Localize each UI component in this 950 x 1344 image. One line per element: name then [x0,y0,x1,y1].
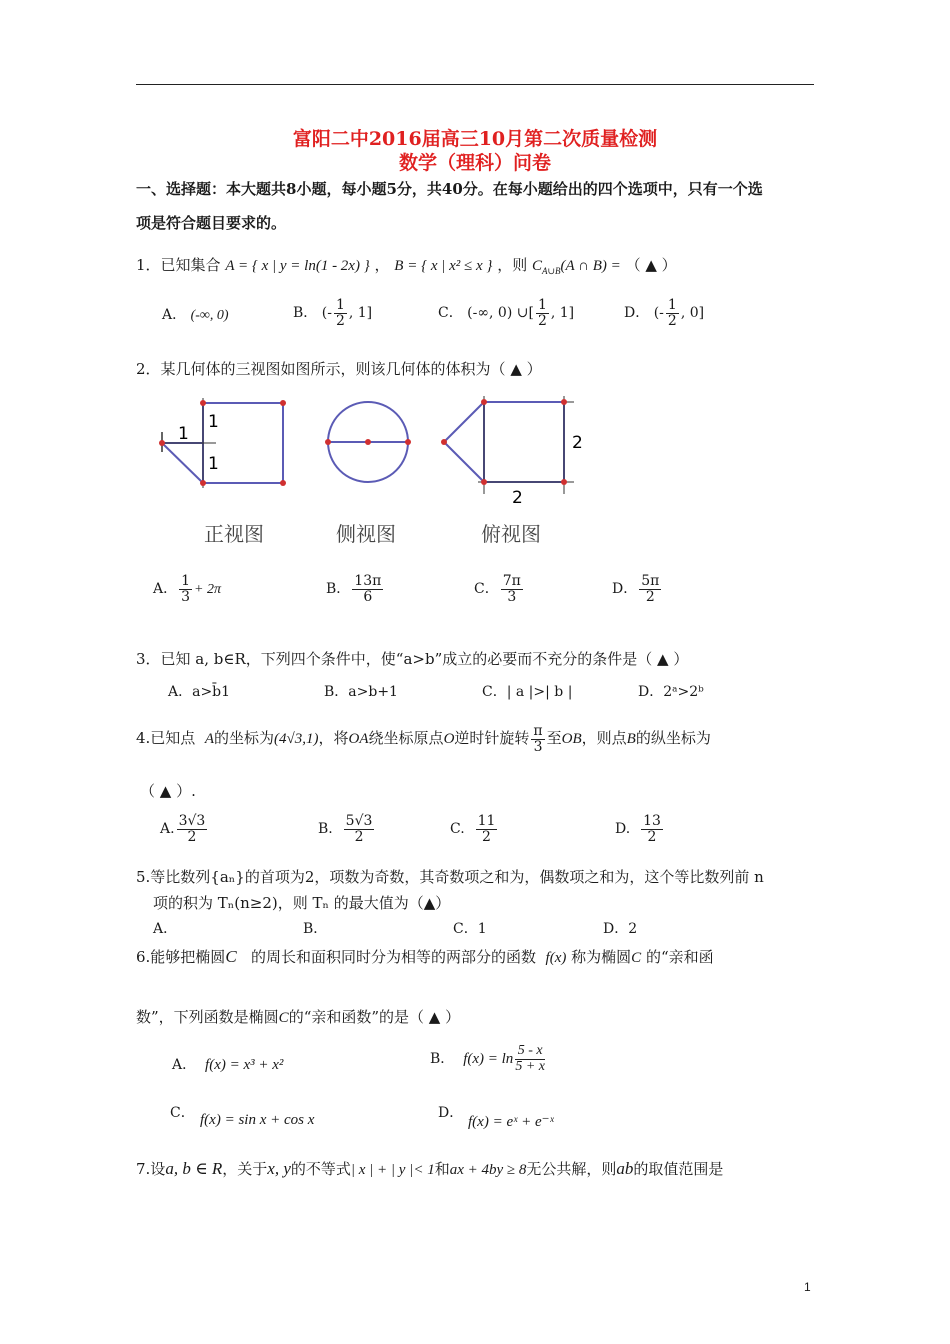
question-6 [136,946,714,967]
option-label: A． [153,581,178,598]
q4-text: ，将 [318,729,349,748]
q1-set-b: B = { x | x² ≤ x } [394,258,493,274]
q6-option-c [200,1112,314,1129]
top-view-slant [444,442,484,482]
option-value: (-∞, 0) [190,308,229,323]
q2-option-c [474,574,525,604]
q4-option-c [450,814,499,844]
numerator: 1 [181,573,191,589]
top-view-figure [432,390,592,510]
front-dim-label: 1 [208,454,219,474]
q6-option-b [430,1044,547,1074]
q2-option-a [153,574,221,604]
fraction [515,1044,545,1074]
option-label: D． [612,581,638,598]
denominator: 2 [667,312,677,329]
q2-option-d [612,574,663,604]
q5-option-c: C．1 [453,921,487,937]
option-label: B． [326,581,351,598]
q6-option-c-label: C． [170,1105,195,1121]
q6-text: 称为椭圆 [571,948,632,966]
numerator: 1 [335,297,345,313]
option-value-end: , 1] [550,305,575,322]
fraction [334,298,347,328]
q6-text: 的周长和面积同时分为相等的两部分的函数 [250,948,536,966]
q4-text: 逆时针旋转 [454,729,530,748]
front-view-slant [162,443,203,483]
q2-option-b [326,574,385,604]
q4-option-b [318,814,376,844]
numerator: 3√3 [178,813,206,829]
front-dim-label: 1 [208,412,219,432]
q4-answer-blank: （ ▲ ）. [140,782,196,800]
q7-text: 无公共解，则 [526,1160,617,1178]
q6-option-d [468,1112,554,1131]
question-7 [136,1158,723,1179]
option-value-end: , 0] [680,305,705,322]
question-5-cont: 项的积为 Tₙ(n≥2)，则 Tₙ 的最大值为（▲） [153,894,451,912]
side-view-figure [320,390,420,500]
top-view-slant [444,402,484,442]
q5-option-a: A． [153,921,178,937]
numerator: 1 [667,297,677,313]
q4-text: 的纵坐标为 [635,729,711,748]
q1-set-a: A = { x | y = ln(1 - 2x) } [225,258,370,274]
q4-origin: O [443,731,455,748]
top-dim-label: 2 [512,488,523,508]
option-value-end: , 1] [348,305,373,322]
question-4 [136,724,711,754]
q1-then: ，则 [497,256,528,274]
denominator: 3 [507,588,517,605]
question-3: 3．已知 a, b∈R，下列四个条件中，使“a>b”成立的必要而不充分的条件是（ ▲ ） [136,650,689,668]
denominator: 6 [363,588,373,605]
q1-comma: ， [374,256,390,274]
denominator: 2 [537,312,547,329]
q4-option-a [160,814,209,844]
denominator: 5 + x [515,1058,545,1074]
q1-option-d [624,298,704,328]
denominator: 2 [645,588,655,605]
option-label: B. [318,821,333,838]
q4-text: 4.已知点 [136,729,196,748]
q7-text: 的取值范围是 [633,1160,724,1178]
q4-coord: (4√3,1) [274,731,319,748]
option-value: f(x) = sin x + cos x [200,1112,315,1128]
numerator: 13π [354,573,382,589]
q1-text: 1．已知集合 [136,256,221,274]
numerator: 11 [477,813,496,829]
denominator: 2 [354,828,364,845]
option-value: (-∞, 0) ∪[ [467,305,534,322]
q6-ellipse-c: C [278,1010,289,1026]
q4-oa: OA [348,731,369,748]
fraction [666,298,679,328]
denominator: 2 [482,828,491,845]
q4-option-d [615,814,665,844]
q1-option-c [438,298,574,328]
fraction [501,574,523,604]
question-6-cont [136,1006,460,1027]
q3-option-b: B．a>b+1 [324,684,398,700]
side-view-caption: 侧视图 [336,522,396,546]
q3-option-c: C．| a |>| b | [482,684,573,700]
option-value: f(x) = eˣ + e⁻ˣ [468,1114,554,1130]
top-view-square [484,402,564,482]
doc-subtitle: 数学（理科）问卷 [398,152,551,174]
question-5: 5.等比数列{aₙ}的首项为2，项数为奇数，其奇数项之和为，偶数项之和为，这个等比数列前 n [136,868,764,886]
fraction [352,574,383,604]
option-value-end: + 2π [194,582,222,598]
section-heading: 一、选择题：本大题共8小题，每小题5分，共40分。在每小题给出的四个选项中，只有一个选 [136,180,763,198]
q6-text: 6.能够把椭圆 [136,948,226,966]
numerator: 1 [537,297,547,313]
q6-text: 数”，下列函数是椭圆 [136,1008,279,1026]
q1-option-a [162,304,229,324]
q5-option-b: B． [303,921,328,937]
q4-text: 绕坐标原点 [368,729,444,748]
fraction [641,814,663,844]
numerator: 5√3 [345,813,373,829]
q1-intersection: (A ∩ B) = [560,258,621,274]
top-dim-label: 2 [572,433,583,453]
denominator: 3 [533,738,543,755]
q4-text: ，则点 [581,729,627,748]
option-value: (- [653,305,664,322]
fraction [179,574,192,604]
page-number: 1 [804,1280,811,1294]
option-label: D． [624,305,650,322]
q7-text: 的不等式 [290,1160,351,1178]
q7-text: ，关于 [222,1160,268,1178]
q6-ellipse-c: C [631,950,642,966]
q5-option-d: D．2 [603,921,638,937]
option-label: A． [162,307,187,323]
q4-text: 的坐标为 [214,729,275,748]
section-heading-cont: 项是符合题目要求的。 [136,214,287,232]
q1-option-b [293,298,372,328]
option-value: f(x) = ln [463,1051,514,1068]
q7-xy: x, y [267,1159,291,1178]
doc-title: 富阳二中2016届高三10月第二次质量检测 [292,128,658,150]
option-value: f(x) = x³ + x² [205,1057,284,1073]
q1-complement: C [531,258,542,274]
q4-ob: OB [561,731,582,748]
fraction [177,814,208,844]
fraction [344,814,375,844]
q4-point-a: A [204,731,215,748]
q6-fx: f(x) [545,950,567,966]
fraction [531,724,544,754]
q7-ab: a, b ∈ R [165,1159,223,1178]
q7-ineq2: ax + 4by ≥ 8 [449,1162,527,1178]
front-view-figure [150,390,300,500]
fraction [639,574,661,604]
denominator: 2 [335,312,345,329]
q4-point-b: B [626,731,636,748]
q7-text: 和 [434,1160,450,1178]
denominator: 2 [647,828,657,845]
q6-ellipse-c: C [225,947,237,966]
front-dim-label: 1 [178,424,189,444]
question-1 [136,254,677,277]
header-rule [136,84,814,85]
q3-option-d: D．2ᵃ>2ᵇ [638,684,704,700]
denominator: 2 [187,828,197,845]
fraction [536,298,549,328]
option-value: (- [321,305,332,322]
option-label: C. [450,821,465,838]
q6-text: 的“亲和函数”的是（ ▲ ） [288,1008,461,1026]
q7-text: 7.设 [136,1160,166,1178]
numerator: π [533,723,543,739]
q7-ineq1: | x | + | y |< 1 [350,1162,435,1178]
option-label: A． [172,1057,197,1073]
q6-option-a [172,1054,283,1074]
q1-complement-sub: A∪B [542,266,561,276]
numerator: 7π [502,573,521,589]
q6-text: 的“亲和函 [645,948,714,966]
denominator: 3 [181,588,191,605]
q1-answer-blank: （ ▲ ） [625,256,677,274]
q7-ab2: ab [616,1159,634,1178]
q3-option-a: A．a>b̄1 [168,684,231,700]
front-view-caption: 正视图 [204,522,264,546]
fraction [476,814,498,844]
option-label: B． [293,305,318,322]
numerator: 5π [641,573,660,589]
question-2: 2．某几何体的三视图如图所示，则该几何体的体积为（ ▲ ） [136,360,542,378]
option-label: D. [615,821,631,838]
option-label: A. [160,821,175,838]
option-label: C． [474,581,499,598]
q4-text: 至 [546,729,562,748]
q6-option-d-label: D． [438,1105,464,1121]
option-label: B． [430,1051,455,1068]
numerator: 5 - x [515,1044,545,1060]
option-label: C． [438,305,463,322]
top-view-caption: 俯视图 [481,522,541,546]
numerator: 13 [643,813,661,829]
